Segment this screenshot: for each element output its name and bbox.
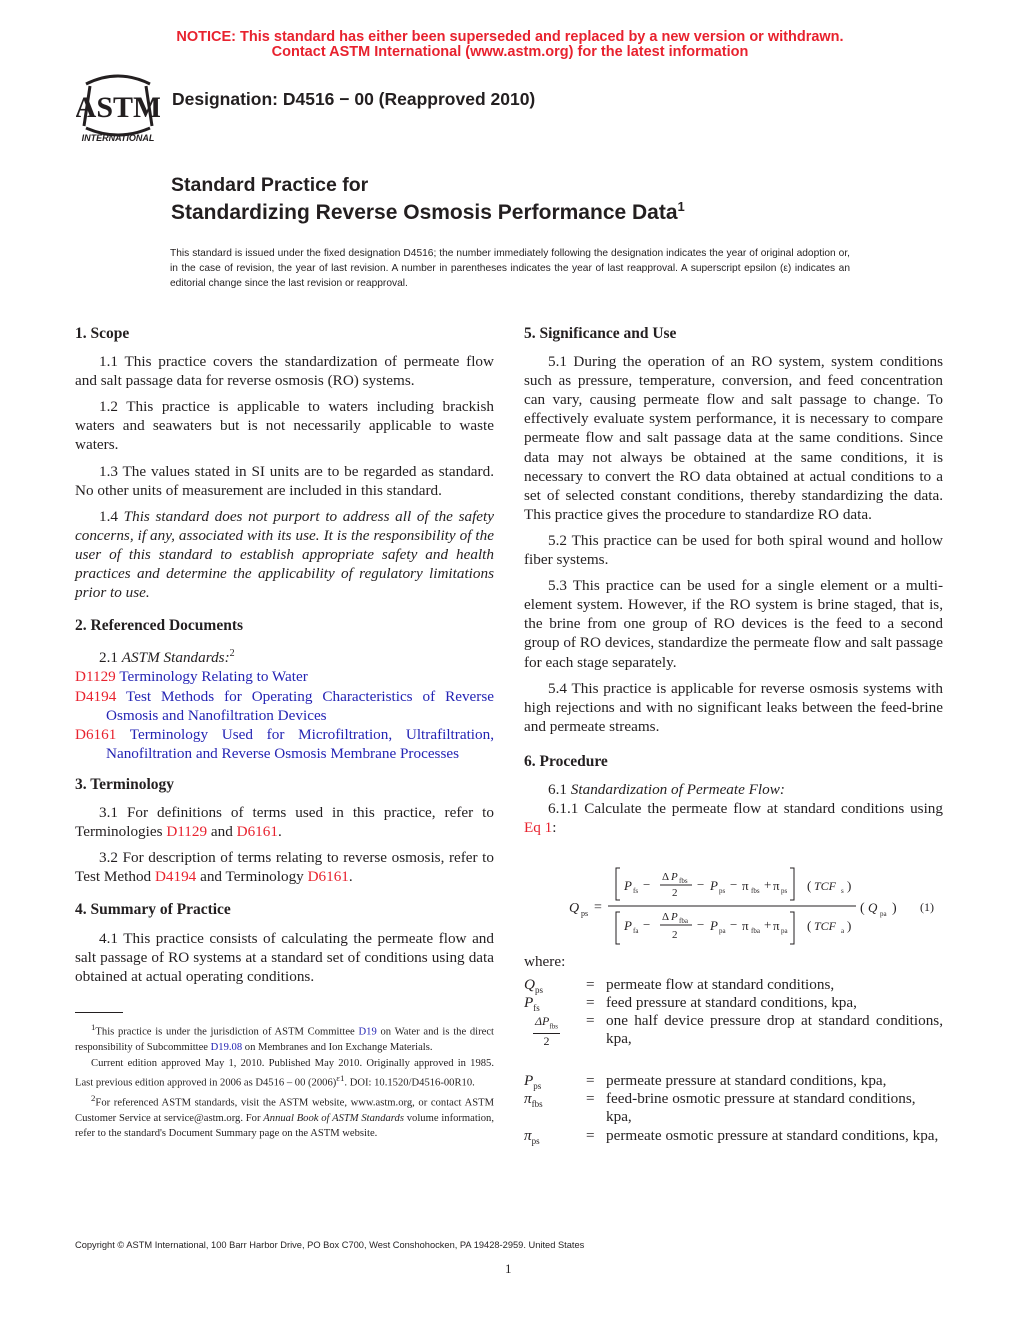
svg-text:−: − (730, 917, 738, 932)
def-symbol: $\pi_{fbs}$ (524, 1090, 543, 1110)
svg-text:fba: fba (751, 927, 760, 935)
svg-text:+: + (764, 917, 772, 932)
svg-text:π: π (742, 878, 749, 893)
equation-1 (564, 864, 954, 946)
notice-line-2: Contact ASTM International (www.astm.org) for the latest information (271, 44, 749, 60)
svg-text:P: P (671, 911, 678, 923)
svg-text:ps: ps (719, 887, 726, 895)
svg-text:ps: ps (581, 909, 589, 918)
paragraph: 1.3 The values stated in SI units are to be regarded as standard. No other units of measurement are included in this standard. (75, 462, 494, 499)
logo-letters: ASTM (76, 91, 160, 124)
svg-text:(: ( (807, 878, 812, 893)
paragraph: 5.4 This practice is applicable for reverse osmosis systems with high rejections and with no significant leaks between the feed-brine and permeate streams. (524, 679, 943, 735)
def-equals: = (586, 1012, 595, 1029)
section-heading: 6. Procedure (524, 752, 608, 770)
ref-link[interactable]: Eq 1 (524, 819, 553, 837)
svg-text:−: − (730, 877, 738, 892)
footnote-divider (75, 1012, 123, 1013)
paragraph: 1.4 This standard does not purport to address all of the safety concerns, if any, associated with its use. It is the responsibility of the user of this standard to establish appropriate safety and health practices and determine the applicability of regulatory limitations prior to use. (75, 507, 495, 602)
svg-text:2: 2 (672, 929, 678, 941)
svg-text:TCF: TCF (814, 919, 837, 933)
def-text: feed-brine osmotic pressure at standard conditions, kpa, (606, 1090, 916, 1126)
ref-link[interactable]: D6161 (236, 823, 278, 841)
paragraph: 6.1 Standardization of Permeate Flow: (548, 780, 785, 798)
copyright: Copyright © ASTM International, 100 Barr Harbor Drive, PO Box C700, West Conshohocken, PA 19428-2959. United States (75, 1240, 585, 1250)
def-equals: = (586, 1127, 595, 1144)
section-heading: 4. Summary of Practice (75, 901, 231, 919)
footnote-1: $^1$This practice is under the jurisdiction of ASTM Committee D19 on Water and is the direct responsibility of Subcommittee D19.08 on Membranes and Ion Exchange Materials. (75, 1022, 494, 1053)
paragraph: 1.2 This practice is applicable to waters including brackish waters and seawaters but is not necessarily applicable to waste waters. (75, 398, 494, 454)
svg-text:a: a (841, 927, 845, 935)
paragraph: 3.2 For description of terms relating to reverse osmosis, refer to Test Method D4194 and Terminology D6161. (75, 849, 494, 886)
svg-text:2: 2 (672, 887, 678, 899)
svg-text:Q: Q (569, 901, 580, 916)
svg-text:): ) (892, 901, 897, 916)
left-column (75, 324, 494, 993)
def-symbol: $P_{ps}$ (524, 1072, 542, 1092)
svg-text:π: π (773, 918, 780, 933)
svg-text:−: − (697, 917, 705, 932)
def-equals: = (586, 1072, 595, 1089)
def-symbol: $\Delta P_{fbs}$ 2 (535, 1014, 558, 1049)
svg-text:−: − (643, 877, 651, 892)
section-heading: 5. Significance and Use (524, 325, 677, 342)
svg-text:): ) (847, 878, 852, 893)
def-equals: = (586, 976, 595, 993)
paragraph: 1.1 This practice covers the standardization of permeate flow and salt passage data for reverse osmosis (RO) systems. (75, 353, 494, 390)
designation: Designation: D4516 − 00 (Reapproved 2010) (172, 89, 536, 109)
def-text: feed pressure at standard conditions, kpa, (606, 994, 857, 1011)
notice-line-1: NOTICE: This standard has either been superseded and replaced by a new version or withdrawn. (176, 29, 844, 45)
def-equals: = (586, 994, 595, 1011)
svg-text:pa: pa (781, 927, 788, 935)
svg-text:pa: pa (719, 927, 726, 935)
svg-text:π: π (773, 878, 780, 893)
paragraph: 6.1.1 Calculate the permeate flow at standard conditions using Eq 1: (524, 800, 943, 837)
logo-label: INTERNATIONAL (81, 133, 155, 143)
ref-link[interactable]: D6161 (307, 868, 349, 886)
svg-text:Δ: Δ (662, 871, 670, 883)
where-label: where: (524, 953, 566, 970)
footnotes (75, 1020, 494, 1142)
def-symbol: $Q_{ps}$ (524, 976, 543, 996)
ref-link[interactable]: D19.08 (210, 1041, 243, 1053)
svg-text:=: = (594, 900, 602, 915)
svg-text:P: P (710, 878, 718, 893)
svg-text:fba: fba (679, 917, 688, 925)
def-text: permeate osmotic pressure at standard conditions, kpa, (606, 1127, 939, 1144)
svg-text:(: ( (860, 901, 865, 916)
page-number: 1 (505, 1261, 512, 1276)
svg-text:(: ( (807, 918, 812, 933)
reference-item[interactable]: D6161 Terminology Used for Microfiltration, Ultrafiltration, Nanofiltration and Reverse Osmosis Membrane Processes (75, 725, 495, 762)
svg-text:): ) (847, 918, 852, 933)
astm-logo (76, 72, 160, 146)
reference-item[interactable]: D4194 Test Methods for Operating Characteristics of Reverse Osmosis and Nanofiltration Devices (75, 687, 494, 724)
svg-text:P: P (624, 878, 632, 893)
svg-text:ps: ps (781, 887, 788, 895)
ref-link[interactable]: D4194 (154, 868, 197, 886)
footnote-2: $^2$For referenced ASTM standards, visit the ASTM website, www.astm.org, or contact ASTM Customer Service at service@astm.org. For Annual Book of ASTM Standards volume information, refer to the standard's Document Summary page on the ASTM website. (75, 1093, 494, 1140)
def-equals: = (586, 1090, 595, 1107)
svg-text:s: s (841, 887, 844, 895)
svg-text:fbs: fbs (679, 877, 688, 885)
section-heading: 3. Terminology (75, 775, 175, 793)
svg-text:P: P (671, 871, 678, 883)
def-text: permeate flow at standard conditions, (606, 976, 835, 993)
ref-link[interactable]: D1129 (166, 823, 208, 841)
paragraph: 5.1 During the operation of an RO system, system conditions such as pressure, temperature, conversion, and feed concentration can vary, causing permeate flow and salt passage to change. To effectively evaluate system performance, it is necessary to compare permeate flow and salt passage data at the same conditions. Since data may not always be obtained at the same conditions, it is necessary to convert the RO data obtained at actual conditions to a set of selected constant conditions, thereby standardizing the data. This practice gives the procedure to standardize RO data. (524, 353, 943, 523)
svg-text:π: π (742, 918, 749, 933)
svg-text:Q: Q (868, 900, 878, 915)
svg-text:+: + (764, 877, 772, 892)
def-symbol: $P_{fs}$ (524, 994, 540, 1014)
svg-text:TCF: TCF (814, 879, 837, 893)
svg-text:P: P (624, 918, 632, 933)
paragraph: 5.2 This practice can be used for both spiral wound and hollow fiber systems. (524, 531, 943, 569)
svg-text:−: − (697, 877, 705, 892)
footnote-1-edition: Current edition approved May 1, 2010. Published May 2010. Originally approved in 1985. Last previous edition approved in 2006 as D4516 – 00 $(2006)^{\varepsilon 1}$. DOI: 10.1520/D4516-00R10. (75, 1057, 494, 1089)
def-text: permeate pressure at standard conditions, kpa, (606, 1072, 887, 1089)
paragraph: 3.1 For definitions of terms used in this practice, refer to Terminologies D1129 and D6161. (75, 804, 494, 841)
svg-text:P: P (710, 918, 718, 933)
svg-text:Δ: Δ (662, 911, 670, 923)
paragraph: 4.1 This practice consists of calculating the permeate flow and salt passage of RO systems at a standard set of conditions using data obtained at actual operating conditions. (75, 929, 494, 985)
section-heading: 1. Scope (75, 325, 130, 342)
right-column (524, 324, 943, 844)
svg-text:pa: pa (880, 910, 887, 918)
svg-text:−: − (643, 917, 651, 932)
reference-item[interactable]: D1129 Terminology Relating to Water (75, 668, 308, 686)
svg-text:fbs: fbs (751, 887, 760, 895)
paragraph: 5.3 This practice can be used for a single element or a multi-element system. However, if the RO system is brine staged, that is, the brine from one group of RO devices is the feed to a second group of RO devices, standardize the permeate flow and salt passage for each stage separately. (524, 577, 943, 671)
title-line-1: Standard Practice for (171, 174, 369, 196)
title-line-2: Standardizing Reverse Osmosis Performance Data$^1$ (171, 199, 685, 224)
def-text: one half device pressure drop at standard conditions, kpa, (606, 1012, 943, 1048)
def-symbol: $\pi_{ps}$ (524, 1127, 540, 1147)
svg-text:fa: fa (633, 927, 639, 935)
svg-text:fs: fs (633, 887, 639, 895)
paragraph: 2.1 ASTM Standards:$^2$ (99, 648, 235, 667)
ref-link[interactable]: D19 (358, 1026, 377, 1038)
section-heading: 2. Referenced Documents (75, 617, 244, 635)
equation-number: (1) (920, 900, 934, 914)
intro-paragraph: This standard is issued under the fixed designation D4516; the number immediately following the designation indicates the year of original adoption or, in the case of revision, the year of last revision. A number in parentheses indicates the year of last reapproval. A superscript epsilon (ε) indicates an editorial change since the last revision or reapproval. (170, 248, 850, 290)
